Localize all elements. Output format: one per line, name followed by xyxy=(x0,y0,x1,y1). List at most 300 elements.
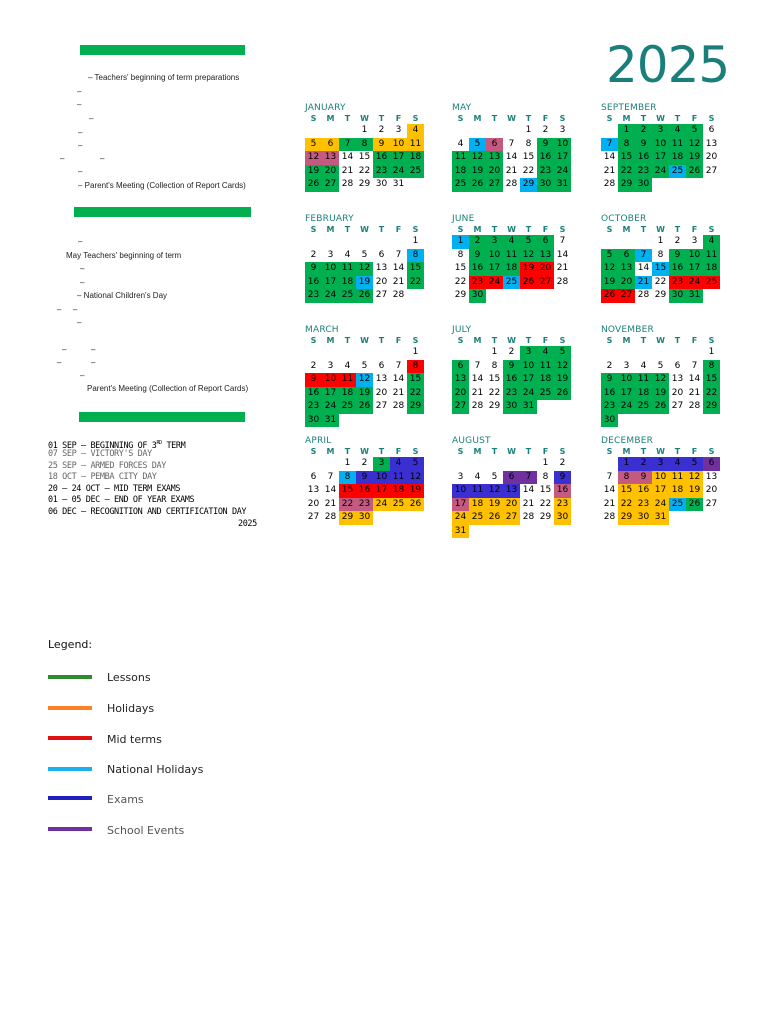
weekday-label: F xyxy=(542,447,549,456)
day-cell: 14 xyxy=(603,152,616,162)
empty-cell xyxy=(537,289,554,303)
day-cell: 1 xyxy=(412,347,419,357)
day-cell: 20 xyxy=(375,387,388,398)
day-cell: 8 xyxy=(339,471,356,485)
term-2-bar xyxy=(74,207,251,217)
empty-cell xyxy=(373,235,390,249)
day-cell: 25 xyxy=(503,276,520,290)
month-name: OCTOBER xyxy=(601,214,647,224)
empty-cell xyxy=(635,414,652,428)
day-cell: 4 xyxy=(344,360,351,371)
weekday-label: S xyxy=(606,225,613,234)
weekday-label: M xyxy=(473,114,482,123)
weekday-header xyxy=(452,114,582,124)
weekday-label: T xyxy=(344,225,351,234)
day-cell: 9 xyxy=(503,360,520,374)
day-cell: 29 xyxy=(539,512,552,522)
day-cell: 22 xyxy=(339,498,356,512)
empty-cell xyxy=(635,235,652,249)
month-june xyxy=(452,213,582,303)
day-cell: 6 xyxy=(310,471,317,482)
day-cell: 14 xyxy=(505,152,518,162)
day-cell: 20 xyxy=(705,485,718,495)
day-cell: 6 xyxy=(703,457,720,471)
week-row xyxy=(601,498,731,512)
month-july xyxy=(452,324,582,414)
day-cell: 18 xyxy=(537,373,554,387)
weekday-label: S xyxy=(310,114,317,123)
day-cell: 1 xyxy=(412,236,419,246)
legend-label: Lessons xyxy=(107,671,151,684)
week-row xyxy=(452,471,582,485)
day-cell: 28 xyxy=(637,290,650,300)
day-cell: 13 xyxy=(618,262,635,276)
day-cell: 24 xyxy=(373,498,390,512)
day-cell: 23 xyxy=(503,387,520,401)
weekday-label: F xyxy=(691,336,698,345)
day-cell: 4 xyxy=(457,138,464,149)
day-cell: 31 xyxy=(322,414,339,428)
day-cell: 10 xyxy=(452,484,469,498)
empty-cell xyxy=(520,289,537,303)
day-cell: 6 xyxy=(452,360,469,374)
day-cell: 24 xyxy=(452,511,469,525)
week-row xyxy=(601,178,731,192)
day-cell: 19 xyxy=(554,373,571,387)
legend-label: Holidays xyxy=(107,702,155,715)
empty-cell xyxy=(486,124,503,138)
note-dash: – xyxy=(62,345,67,354)
empty-cell xyxy=(390,414,407,428)
day-cell: 20 xyxy=(307,498,320,509)
day-cell: 13 xyxy=(705,138,718,149)
week-row xyxy=(305,457,435,471)
term3-item: 06 DEC – RECOGNITION AND CERTIFICATION DAY xyxy=(48,507,247,517)
day-cell: 16 xyxy=(635,484,652,498)
weekday-label: S xyxy=(457,114,464,123)
weekday-label: F xyxy=(691,225,698,234)
day-cell: 2 xyxy=(635,124,652,138)
day-cell: 19 xyxy=(469,165,486,179)
empty-cell xyxy=(503,124,520,138)
day-cell: 16 xyxy=(373,151,390,165)
day-cell: 15 xyxy=(454,263,467,273)
empty-cell xyxy=(339,235,356,249)
day-cell: 18 xyxy=(452,165,469,179)
empty-cell xyxy=(322,235,339,249)
day-cell: 4 xyxy=(669,457,686,471)
weekday-header xyxy=(452,336,582,346)
day-cell: 8 xyxy=(407,249,424,263)
legend-swatch-holidays xyxy=(48,706,92,710)
day-cell: 5 xyxy=(491,471,498,482)
day-cell: 11 xyxy=(407,138,424,152)
month-name: JULY xyxy=(452,325,472,335)
term3-item: 20 – 24 OCT – MID TERM EXAMS xyxy=(48,484,181,494)
day-cell: 14 xyxy=(341,152,354,162)
week-row xyxy=(452,360,582,374)
day-cell: 11 xyxy=(703,249,720,263)
empty-cell xyxy=(669,178,686,192)
day-cell: 4 xyxy=(474,471,481,482)
weekday-label: T xyxy=(344,114,351,123)
week-row xyxy=(305,346,435,360)
weekday-label: W xyxy=(360,336,369,345)
week-row xyxy=(452,289,582,303)
week-row xyxy=(305,178,435,192)
week-row xyxy=(601,471,731,485)
day-cell: 23 xyxy=(305,400,322,414)
empty-cell xyxy=(686,511,703,525)
month-december xyxy=(601,435,731,525)
day-cell: 23 xyxy=(554,498,571,512)
year-title: 2025 xyxy=(606,36,730,94)
weekday-label: F xyxy=(395,114,402,123)
day-cell: 6 xyxy=(618,249,635,263)
empty-cell xyxy=(407,289,424,303)
day-cell: 17 xyxy=(452,498,469,512)
day-cell: 9 xyxy=(537,138,554,152)
day-cell: 26 xyxy=(407,498,424,512)
term3-item: 07 SEP – VICTORY'S DAY xyxy=(48,449,152,459)
day-cell: 15 xyxy=(407,262,424,276)
weekday-label: T xyxy=(378,336,385,345)
day-cell: 28 xyxy=(522,512,535,522)
weekday-label: F xyxy=(542,225,549,234)
week-row xyxy=(305,498,435,512)
day-cell: 30 xyxy=(537,178,554,192)
note-dash: – xyxy=(78,128,83,137)
day-cell: 27 xyxy=(705,498,718,509)
weekday-label: T xyxy=(525,225,532,234)
week-row xyxy=(452,124,582,138)
day-cell: 17 xyxy=(373,484,390,498)
day-cell: 23 xyxy=(669,276,686,290)
day-cell: 1 xyxy=(542,458,549,468)
day-cell: 21 xyxy=(635,276,652,290)
day-cell: 13 xyxy=(537,249,554,263)
weekday-label: F xyxy=(542,114,549,123)
empty-cell xyxy=(305,235,322,249)
empty-cell xyxy=(652,346,669,360)
weekday-label: T xyxy=(491,447,498,456)
empty-cell xyxy=(452,457,469,471)
weekday-label: S xyxy=(559,447,566,456)
weekday-label: T xyxy=(491,225,498,234)
day-cell: 7 xyxy=(395,360,402,371)
week-row xyxy=(601,484,731,498)
day-cell: 14 xyxy=(471,374,484,384)
day-cell: 16 xyxy=(469,262,486,276)
legend-label: Exams xyxy=(107,793,144,806)
day-cell: 23 xyxy=(635,165,652,179)
day-cell: 8 xyxy=(618,471,635,485)
day-cell: 16 xyxy=(601,387,618,401)
day-cell: 10 xyxy=(554,138,571,152)
weekday-label: S xyxy=(606,447,613,456)
day-cell: 30 xyxy=(635,511,652,525)
empty-cell xyxy=(339,124,356,138)
day-cell: 30 xyxy=(635,178,652,192)
week-row xyxy=(452,235,582,249)
day-cell: 20 xyxy=(503,498,520,512)
weekday-label: M xyxy=(622,114,631,123)
day-cell: 12 xyxy=(486,484,503,498)
weekday-label: W xyxy=(360,114,369,123)
weekday-label: M xyxy=(326,447,335,456)
day-cell: 30 xyxy=(469,289,486,303)
day-cell: 25 xyxy=(390,498,407,512)
day-cell: 6 xyxy=(708,125,715,135)
weekday-label: S xyxy=(559,225,566,234)
day-cell: 4 xyxy=(344,249,351,260)
legend-title: Legend: xyxy=(48,638,93,651)
week-row xyxy=(452,400,582,414)
note-dash: – xyxy=(91,345,96,354)
day-cell: 2 xyxy=(361,458,368,468)
day-cell: 14 xyxy=(392,374,405,384)
week-row xyxy=(452,511,582,525)
day-cell: 8 xyxy=(542,471,549,482)
empty-cell xyxy=(503,457,520,471)
note-dash: – xyxy=(78,141,83,150)
day-cell: 20 xyxy=(705,152,718,162)
day-cell: 15 xyxy=(358,152,371,162)
week-row xyxy=(601,414,731,428)
day-cell: 5 xyxy=(686,457,703,471)
empty-cell xyxy=(703,289,720,303)
day-cell: 12 xyxy=(520,249,537,263)
day-cell: 9 xyxy=(635,471,652,485)
empty-cell xyxy=(305,124,322,138)
empty-cell xyxy=(554,289,571,303)
day-cell: 27 xyxy=(375,290,388,300)
day-cell: 14 xyxy=(522,485,535,495)
empty-cell xyxy=(305,457,322,471)
day-cell: 5 xyxy=(686,124,703,138)
day-cell: 23 xyxy=(469,276,486,290)
week-row xyxy=(305,276,435,290)
day-cell: 26 xyxy=(686,165,703,179)
day-cell: 24 xyxy=(652,165,669,179)
weekday-label: T xyxy=(378,447,385,456)
weekday-label: S xyxy=(708,336,715,345)
empty-cell xyxy=(503,525,520,539)
week-row xyxy=(305,151,435,165)
week-row xyxy=(305,360,435,374)
day-cell: 3 xyxy=(559,125,566,135)
day-cell: 7 xyxy=(601,138,618,152)
weekday-label: M xyxy=(473,447,482,456)
day-cell: 8 xyxy=(491,360,498,371)
week-row xyxy=(601,262,731,276)
empty-cell xyxy=(373,346,390,360)
day-cell: 8 xyxy=(407,360,424,374)
empty-cell xyxy=(703,511,720,525)
month-february xyxy=(305,213,435,303)
legend-swatch-exams xyxy=(48,796,92,800)
day-cell: 14 xyxy=(688,374,701,384)
day-cell: 12 xyxy=(356,262,373,276)
day-cell: 2 xyxy=(508,347,515,357)
note-dash: – xyxy=(80,264,85,273)
weekday-label: F xyxy=(691,114,698,123)
day-cell: 23 xyxy=(305,289,322,303)
day-cell: 4 xyxy=(390,457,407,471)
month-name: NOVEMBER xyxy=(601,325,654,335)
day-cell: 7 xyxy=(635,249,652,263)
day-cell: 12 xyxy=(356,373,373,387)
weekday-label: T xyxy=(640,336,647,345)
day-cell: 14 xyxy=(637,263,650,273)
day-cell: 6 xyxy=(322,138,339,152)
day-cell: 30 xyxy=(554,511,571,525)
day-cell: 22 xyxy=(407,276,424,290)
day-cell: 17 xyxy=(390,151,407,165)
day-cell: 22 xyxy=(539,498,552,509)
day-cell: 12 xyxy=(554,360,571,374)
weekday-header xyxy=(601,114,731,124)
day-cell: 15 xyxy=(618,151,635,165)
day-cell: 6 xyxy=(486,138,503,152)
day-cell: 30 xyxy=(601,414,618,428)
day-cell: 27 xyxy=(375,401,388,411)
day-cell: 17 xyxy=(486,262,503,276)
day-cell: 23 xyxy=(373,165,390,179)
week-row xyxy=(601,346,731,360)
empty-cell xyxy=(601,124,618,138)
empty-cell xyxy=(669,511,686,525)
day-cell: 19 xyxy=(305,165,322,179)
day-cell: 29 xyxy=(703,400,720,414)
week-row xyxy=(601,457,731,471)
day-cell: 12 xyxy=(305,151,322,165)
day-cell: 18 xyxy=(635,387,652,401)
day-cell: 22 xyxy=(522,165,535,176)
month-september xyxy=(601,102,731,192)
week-row xyxy=(305,471,435,485)
weekday-header xyxy=(601,447,731,457)
empty-cell xyxy=(601,457,618,471)
note-dash: – xyxy=(80,371,85,380)
day-cell: 11 xyxy=(669,138,686,152)
weekday-label: T xyxy=(525,447,532,456)
weekday-label: M xyxy=(622,336,631,345)
day-cell: 4 xyxy=(669,124,686,138)
empty-cell xyxy=(601,346,618,360)
weekday-label: M xyxy=(473,336,482,345)
month-may xyxy=(452,102,582,192)
day-cell: 14 xyxy=(603,485,616,495)
day-cell: 12 xyxy=(686,138,703,152)
week-row xyxy=(305,138,435,152)
empty-cell xyxy=(618,235,635,249)
day-cell: 3 xyxy=(623,360,630,371)
day-cell: 24 xyxy=(554,165,571,179)
day-cell: 14 xyxy=(324,485,337,495)
legend-swatch-lessons xyxy=(48,675,92,679)
day-cell: 28 xyxy=(392,401,405,411)
week-row xyxy=(305,165,435,179)
term3-item: 18 OCT – PEMBA CITY DAY xyxy=(48,472,157,482)
month-name: DECEMBER xyxy=(601,436,654,446)
day-cell: 10 xyxy=(652,138,669,152)
empty-cell xyxy=(686,346,703,360)
empty-cell xyxy=(686,414,703,428)
weekday-label: T xyxy=(674,447,681,456)
day-cell: 9 xyxy=(356,471,373,485)
day-cell: 9 xyxy=(635,138,652,152)
month-august xyxy=(452,435,582,538)
day-cell: 16 xyxy=(635,151,652,165)
day-cell: 12 xyxy=(686,471,703,485)
day-cell: 10 xyxy=(686,249,703,263)
legend-swatch-school-events xyxy=(48,827,92,831)
empty-cell xyxy=(390,346,407,360)
day-cell: 20 xyxy=(322,165,339,179)
weekday-label: T xyxy=(491,336,498,345)
day-cell: 20 xyxy=(537,262,554,276)
day-cell: 14 xyxy=(392,263,405,273)
day-cell: 29 xyxy=(618,511,635,525)
weekday-label: S xyxy=(457,336,464,345)
day-cell: 26 xyxy=(356,400,373,414)
week-row xyxy=(305,235,435,249)
day-cell: 11 xyxy=(339,373,356,387)
day-cell: 24 xyxy=(652,498,669,512)
day-cell: 18 xyxy=(390,484,407,498)
legend-label: School Events xyxy=(107,824,185,837)
day-cell: 20 xyxy=(618,276,635,290)
day-cell: 17 xyxy=(686,262,703,276)
day-cell: 19 xyxy=(407,484,424,498)
day-cell: 1 xyxy=(361,125,368,135)
day-cell: 21 xyxy=(341,165,354,176)
day-cell: 5 xyxy=(361,360,368,371)
day-cell: 2 xyxy=(310,249,317,260)
day-cell: 20 xyxy=(671,387,684,398)
day-cell: 16 xyxy=(356,484,373,498)
weekday-label: T xyxy=(525,336,532,345)
day-cell: 8 xyxy=(457,249,464,260)
weekday-label: W xyxy=(507,114,516,123)
day-cell: 27 xyxy=(671,401,684,411)
weekday-label: S xyxy=(457,447,464,456)
empty-cell xyxy=(469,124,486,138)
day-cell: 17 xyxy=(520,373,537,387)
weekday-label: W xyxy=(507,336,516,345)
day-cell: 19 xyxy=(686,151,703,165)
day-cell: 28 xyxy=(324,512,337,522)
day-cell: 25 xyxy=(635,400,652,414)
day-cell: 9 xyxy=(601,373,618,387)
day-cell: 20 xyxy=(486,165,503,179)
day-cell: 9 xyxy=(469,249,486,263)
week-row xyxy=(305,249,435,263)
weekday-label: S xyxy=(412,114,419,123)
empty-cell xyxy=(618,346,635,360)
week-row xyxy=(601,151,731,165)
month-name: APRIL xyxy=(305,436,332,446)
week-row xyxy=(452,373,582,387)
empty-cell xyxy=(652,414,669,428)
day-cell: 7 xyxy=(327,471,334,482)
empty-cell xyxy=(469,525,486,539)
day-cell: 25 xyxy=(452,178,469,192)
month-march xyxy=(305,324,435,427)
term3-item: 01 SEP – BEGINNING OF 3RD TERM xyxy=(48,440,186,451)
day-cell: 6 xyxy=(378,249,385,260)
